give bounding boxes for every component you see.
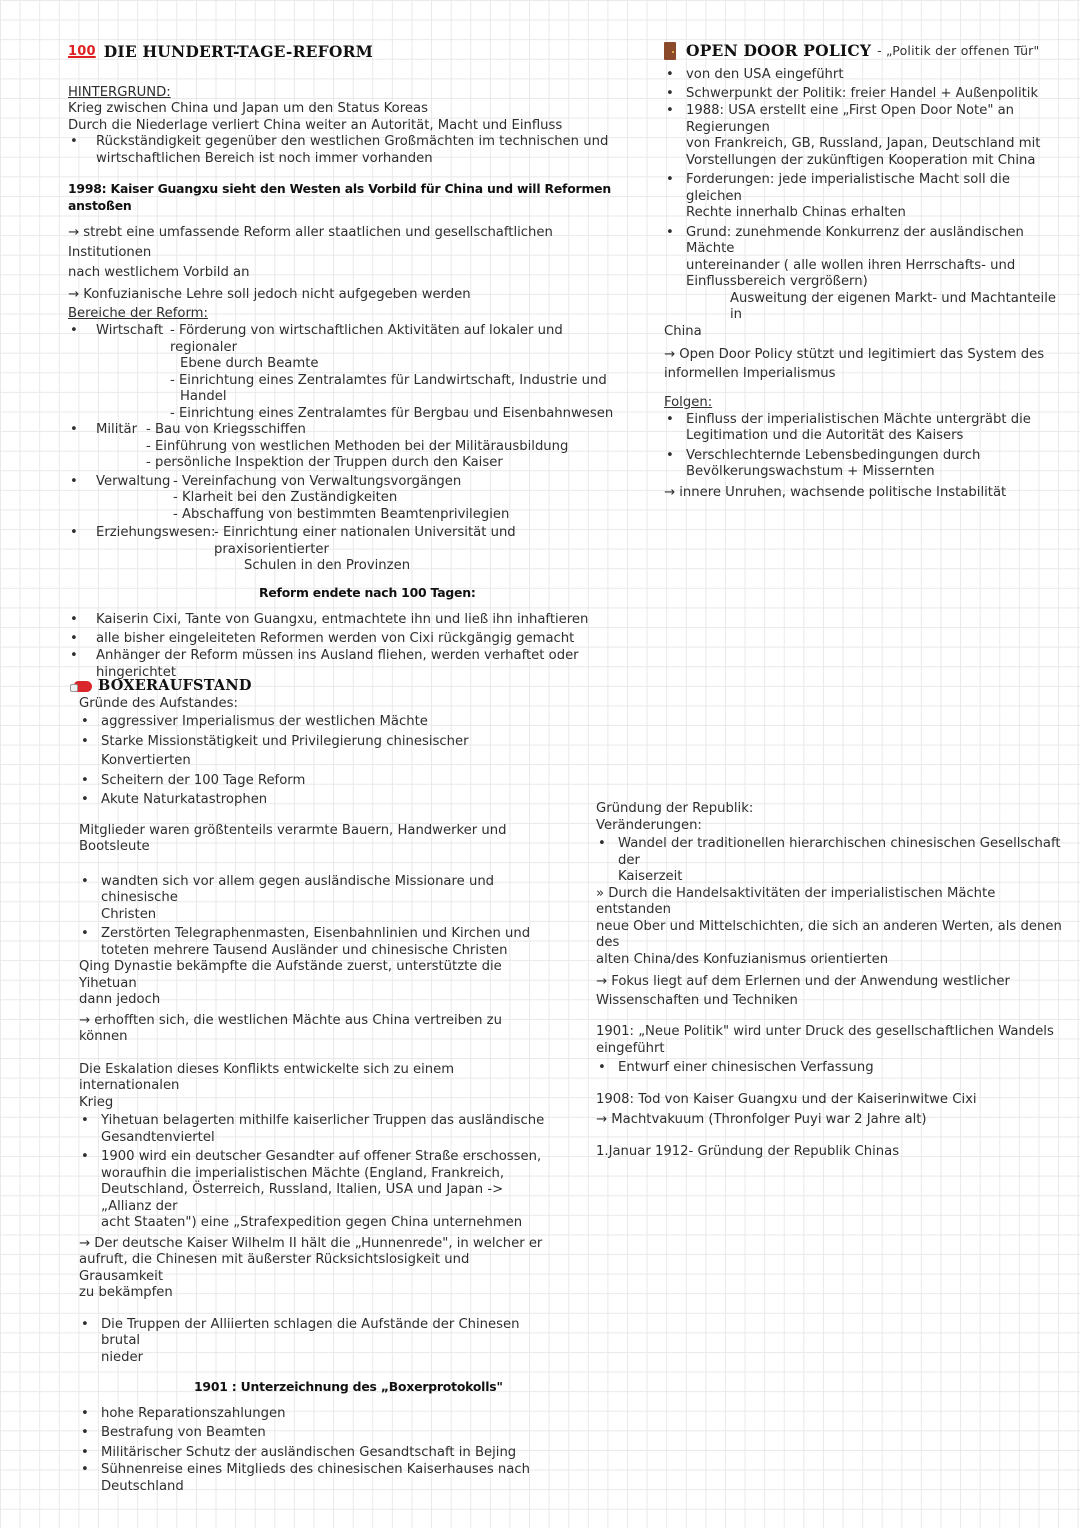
bullet-text: nieder	[101, 1349, 144, 1365]
boxer-title-row	[74, 678, 554, 695]
arrow-line: nach westlichem Vorbild an	[68, 265, 250, 280]
reason-bullet: • Scheitern der 100 Tage Reform	[79, 771, 554, 791]
area-label: Erziehungswesen:	[96, 525, 216, 540]
bullet-text: Entwurf einer chinesischen Verfassung	[618, 1060, 874, 1075]
area-item: - Förderung von wirtschaftlichen Aktivitäten auf lokaler und regionaler	[170, 323, 563, 355]
qing-arrow: → erhofften sich, die westlichen Mächte aus China vertreiben zu können	[79, 1012, 502, 1044]
members-line: Bootsleute	[79, 839, 150, 854]
focus-line: Wissenschaften und Techniken	[596, 993, 798, 1008]
reason-bullet: • Starke Missionstätigkeit und Privilegierung chinesischer Konvertierten	[79, 732, 554, 771]
trade-line: » Durch die Handelsaktivitäten der imperialistischen Mächte entstanden	[596, 885, 996, 917]
bullet-text: wandten sich vor allem gegen ausländische Missionare und chinesische	[101, 873, 495, 905]
bullet-text: toteten mehrere Tausend Ausländer und chinesische Christen	[101, 942, 508, 958]
opendoor-title-row	[664, 42, 1064, 60]
end-bullet: • alle bisher eingeleiteten Reformen werden von Cixi rückgängig gemacht	[68, 629, 628, 648]
bullet-text: aggressiver Imperialismus der westlichen Mächte	[101, 714, 428, 729]
consequences-heading: Folgen:	[664, 395, 713, 410]
bullet-text: von Frankreich, GB, Russland, Japan, Deutschland mit	[686, 136, 1041, 151]
bullet-text: Kaiserin Cixi, Tante von Guangxu, entmachtete ihn und ließ ihn inhaftieren	[96, 612, 589, 627]
hunnen-line: → Der deutsche Kaiser Wilhelm II hält die „Hunnenrede", in welcher er	[79, 1235, 543, 1251]
bullet-text: Die Truppen der Alliierten schlagen die Aufstände der Chinesen brutal	[101, 1316, 520, 1348]
protocol-bullet: • Sühnenreise eines Mitglieds des chinesischen Kaiserhauses nach Deutschland	[79, 1462, 554, 1495]
protocol-bullet: • Militärischer Schutz der ausländischen Gesandtschaft in Bejing	[79, 1443, 554, 1463]
opendoor-arrow: informellen Imperialismus	[664, 366, 836, 381]
bullet-text: Christen	[101, 906, 157, 922]
vacuum-line: → Machtvakuum (Thronfolger Puyi war 2 Jahre alt)	[596, 1112, 927, 1127]
bullet-text: untereinander ( alle wollen ihren Herrschafts- und	[686, 257, 1016, 273]
area-label: Militär	[96, 422, 138, 437]
bullet-text: Vorstellungen der zukünftigen Kooperation mit China	[686, 152, 1036, 168]
bullet-text: Verschlechternde Lebensbedingungen durch	[686, 447, 981, 463]
republic-section	[596, 801, 1066, 1160]
consequence-bullet: • Verschlechternde Lebensbedingungen durch Bevölkerungswachstum + Missernten	[664, 448, 1064, 481]
arrow-line: → Konfuzianische Lehre soll jedoch nicht aufgegeben werden	[68, 287, 471, 302]
action-bullet: • Zerstörten Telegraphenmasten, Eisenbahnlinien und Kirchen und toteten mehrere Tausend Ausländer und chinesische Christen	[79, 926, 554, 959]
protocol-heading: 1901 : Unterzeichnung des „Boxerprotokolls"	[194, 1379, 503, 1394]
allies-bullet: • Die Truppen der Alliierten schlagen die Aufstände der Chinesen brutal nieder	[79, 1317, 554, 1367]
areas-heading: Bereiche der Reform:	[68, 306, 208, 321]
background-bullet: • Rückständigkeit gegenüber den westlichen Großmächten im technischen und wirtschaftlichen Bereich ist noch immer vorhanden	[68, 134, 628, 167]
background-heading: HINTERGRUND:	[68, 84, 171, 100]
bullet-text: Rechte innerhalb Chinas erhalten	[686, 205, 906, 220]
bullet-text: Anhänger der Reform müssen ins Ausland fliehen, werden verhaftet oder	[96, 648, 579, 663]
bullet-text: Grund: zunehmende Konkurrenz der ausländischen Mächte	[686, 224, 1024, 256]
area-item: - Einführung von westlichen Methoden bei der Militärausbildung	[146, 438, 569, 454]
hunnen-line: aufruft, die Chinesen mit äußerster Rücksichtslosigkeit und Grausamkeit	[79, 1252, 470, 1284]
opendoor-subtitle: - „Politik der offenen Tür"	[877, 42, 1040, 58]
boxer-section	[74, 678, 554, 1495]
changes-heading: Veränderungen:	[596, 817, 702, 833]
protocol-bullet: • hohe Reparationszahlungen	[79, 1404, 554, 1424]
politik-line: eingeführt	[596, 1040, 665, 1056]
door-icon	[664, 42, 676, 60]
extension-line: Ausweitung der eigenen Markt- und Machtanteile in	[730, 290, 1056, 322]
politik-line: 1901: „Neue Politik" wird unter Druck des gesellschaftlichen Wandels	[596, 1024, 1054, 1039]
republic-bullet: • Wandel der traditionellen hierarchischen chinesischen Gesellschaft der Kaiserzeit	[596, 836, 1066, 886]
bullet-text: Einflussbereich vergrößern)	[686, 274, 868, 289]
republic-heading: Gründung der Republik:	[596, 801, 754, 816]
action-bullet: • wandten sich vor allem gegen ausländische Missionare und chinesische Christen	[79, 874, 554, 924]
bullet-text: woraufhin die imperialistischen Mächte (England, Frankreich,	[101, 1165, 505, 1181]
consequence-arrow: → innere Unruhen, wachsende politische Instabilität	[664, 484, 1007, 500]
death-line: 1908: Tod von Kaiser Guangxu und der Kaiserinwitwe Cixi	[596, 1091, 977, 1107]
area-wirtschaft: • Wirtschaft - Förderung von wirtschaftlichen Aktivitäten auf lokaler und regionaler Ebene durch Beamte - Einrichtung eines Zentralamtes für Landwirtschaft, Industrie und Handel - Einrichtung eines Zentralamtes für Bergbau und Eisenbahnwesen	[68, 323, 628, 422]
area-item: Handel	[180, 389, 227, 404]
area-item: - Einrichtung eines Zentralamtes für Landwirtschaft, Industrie und	[170, 372, 607, 388]
escalation-line: Krieg	[79, 1094, 114, 1110]
escalation-line: Die Eskalation dieses Konflikts entwickelte sich zu einem internationalen	[79, 1061, 455, 1093]
area-item: - persönliche Inspektion der Truppen durch den Kaiser	[146, 455, 503, 470]
bullet-text: von den USA eingeführt	[686, 67, 844, 82]
area-item: Ebene durch Beamte	[180, 356, 319, 371]
bullet-text: Deutschland	[101, 1478, 184, 1494]
opendoor-bullet: • 1988: USA erstellt eine „First Open Door Note" an Regierungen von Frankreich, GB, Russland, Japan, Deutschland mit Vorstellungen der zukünftigen Kooperation mit China	[664, 103, 1064, 169]
area-item: - Einrichtung einer nationalen Universität und praxisorientierter	[214, 525, 516, 557]
bullet-text: Scheitern der 100 Tage Reform	[101, 772, 306, 788]
bullet-text: wirtschaftlichen Bereich ist noch immer vorhanden	[96, 150, 433, 166]
arrow-line: → strebt eine umfassende Reform aller staatlichen und gesellschaftlichen Institutionen	[68, 225, 553, 260]
bullet-text: Wandel der traditionellen hierarchischen chinesischen Gesellschaft der	[618, 836, 1061, 868]
area-label: Wirtschaft	[96, 323, 164, 338]
bullet-text: Starke Missionstätigkeit und Privilegierung chinesischer Konvertierten	[101, 733, 469, 768]
area-item: - Vereinfachung von Verwaltungsvorgängen	[173, 473, 462, 489]
bullet-text: alle bisher eingeleiteten Reformen werden von Cixi rückgängig gemacht	[96, 631, 575, 646]
reason-bullet: • aggressiver Imperialismus der westlichen Mächte	[79, 712, 554, 732]
boxing-glove-icon	[74, 681, 92, 692]
bullet-text: 1900 wird ein deutscher Gesandter auf offener Straße erschossen,	[101, 1149, 542, 1164]
area-item: - Bau von Kriegsschiffen	[146, 422, 306, 437]
bullet-text: Zerstörten Telegraphenmasten, Eisenbahnlinien und Kirchen und	[101, 926, 531, 941]
qing-line: Qing Dynastie bekämpfte die Aufstände zuerst, unterstützte die Yihetuan	[79, 959, 502, 991]
area-item: Schulen in den Provinzen	[244, 558, 411, 573]
trade-line: neue Ober und Mittelschichten, die sich an anderen Werten, als denen des	[596, 918, 1062, 950]
war-bullet: • 1900 wird ein deutscher Gesandter auf offener Straße erschossen, woraufhin die imperialistischen Mächte (England, Frankreich, Deutschland, Österreich, Russland, Italien, USA und Japan -> „Allianz der acht Staaten") eine „Strafexpedition gegen China unternehmen	[79, 1149, 554, 1232]
extension-line: China	[664, 323, 702, 339]
trade-line: alten China/des Konfuzianismus orientierten	[596, 951, 889, 967]
background-line: Krieg zwischen China und Japan um den Status Koreas	[68, 101, 428, 116]
politik-bullet: • Entwurf einer chinesischen Verfassung	[596, 1060, 1066, 1077]
bullet-text: Akute Naturkatastrophen	[101, 792, 268, 807]
opendoor-title: OPEN DOOR POLICY	[686, 40, 872, 60]
reform-title-row	[68, 44, 628, 61]
members-line: Mitglieder waren größtenteils verarmte Bauern, Handwerker und	[79, 822, 507, 838]
bullet-text: Forderungen: jede imperialistische Macht soll die gleichen	[686, 172, 1010, 204]
bullet-text: Rückständigkeit gegenüber den westlichen Großmächten im technischen und	[96, 134, 609, 149]
hundred-points-icon: 100	[68, 44, 96, 59]
protocol-bullet: • Bestrafung von Beamten	[79, 1423, 554, 1443]
boxer-title: BOXERAUFSTAND	[98, 677, 252, 694]
end-bullet: • Kaiserin Cixi, Tante von Guangxu, entmachtete ihn und ließ ihn inhaftieren	[68, 610, 628, 629]
reform-end-heading: Reform endete nach 100 Tagen:	[259, 584, 476, 600]
opendoor-bullet: • Grund: zunehmende Konkurrenz der ausländischen Mächte untereinander ( alle wollen ihren Herrschafts- und Einflussbereich vergrößern)	[664, 225, 1064, 291]
bullet-text: Schwerpunkt der Politik: freier Handel + Außenpolitik	[686, 86, 1039, 101]
bullet-text: Militärischer Schutz der ausländischen Gesandtschaft in Bejing	[101, 1444, 517, 1460]
bullet-text: Kaiserzeit	[618, 869, 683, 884]
reasons-heading: Gründe des Aufstandes:	[79, 695, 238, 711]
year-1998-heading: 1998: Kaiser Guangxu sieht den Westen als Vorbild für China und will Reformen anstoßen	[68, 181, 611, 213]
qing-line: dann jedoch	[79, 992, 161, 1007]
end-bullet: • Anhänger der Reform müssen ins Ausland fliehen, werden verhaftet oder hingerichtet	[68, 648, 628, 681]
bullet-text: Einfluss der imperialistischen Mächte untergräbt die	[686, 411, 1031, 427]
reason-bullet: • Akute Naturkatastrophen	[79, 790, 554, 810]
opendoor-arrow: → Open Door Policy stützt und legitimiert das System des	[664, 347, 1045, 362]
reform-section	[68, 44, 628, 681]
bullet-text: hingerichtet	[96, 664, 177, 680]
bullet-text: Sühnenreise eines Mitglieds des chinesischen Kaiserhauses nach	[101, 1462, 530, 1477]
area-item: - Abschaffung von bestimmten Beamtenprivilegien	[173, 506, 510, 522]
opendoor-bullet: • Forderungen: jede imperialistische Macht soll die gleichen Rechte innerhalb Chinas erhalten	[664, 172, 1064, 222]
background-line: Durch die Niederlage verliert China weiter an Autorität, Macht und Einfluss	[68, 117, 563, 133]
focus-line: → Fokus liegt auf dem Erlernen und der Anwendung westlicher	[596, 974, 1010, 989]
bullet-text: 1988: USA erstellt eine „First Open Door Note" an Regierungen	[686, 103, 1015, 135]
bullet-text: acht Staaten") eine „Strafexpedition gegen China unternehmen	[101, 1215, 523, 1230]
area-item: - Klarheit bei den Zuständigkeiten	[173, 490, 398, 505]
opendoor-bullet: • von den USA eingeführt	[664, 65, 1064, 84]
area-item: - Einrichtung eines Zentralamtes für Bergbau und Eisenbahnwesen	[170, 405, 614, 421]
area-militaer: • Militär - Bau von Kriegsschiffen - Einführung von westlichen Methoden bei der Militärausbildung - persönliche Inspektion der Truppen durch den Kaiser	[68, 422, 628, 472]
bullet-text: Legitimation und die Autorität des Kaisers	[686, 428, 964, 443]
bullet-text: Gesandtenviertel	[101, 1129, 215, 1145]
bullet-text: Deutschland, Österreich, Russland, Italien, USA und Japan -> „Allianz der	[101, 1182, 504, 1214]
area-erziehung: • Erziehungswesen: - Einrichtung einer nationalen Universität und praxisorientierter Schulen in den Provinzen	[68, 525, 628, 575]
bullet-text: hohe Reparationszahlungen	[101, 1405, 286, 1421]
opendoor-section	[664, 42, 1064, 501]
opendoor-bullet: • Schwerpunkt der Politik: freier Handel + Außenpolitik	[664, 84, 1064, 103]
reform-title: DIE HUNDERT-TAGE-REFORM	[103, 42, 374, 61]
consequence-bullet: • Einfluss der imperialistischen Mächte untergräbt die Legitimation und die Autorität des Kaisers	[664, 412, 1064, 445]
bullet-text: Yihetuan belagerten mithilfe kaiserlicher Truppen das ausländische	[101, 1113, 545, 1128]
founding-line: 1.Januar 1912- Gründung der Republik Chinas	[596, 1143, 900, 1159]
hunnen-line: zu bekämpfen	[79, 1285, 173, 1300]
area-label: Verwaltung	[96, 473, 171, 489]
war-bullet: • Yihetuan belagerten mithilfe kaiserlicher Truppen das ausländische Gesandtenviertel	[79, 1113, 554, 1146]
bullet-text: Bevölkerungswachstum + Missernten	[686, 464, 935, 479]
bullet-text: Bestrafung von Beamten	[101, 1425, 266, 1440]
area-verwaltung: • Verwaltung - Vereinfachung von Verwaltungsvorgängen - Klarheit bei den Zuständigkeiten - Abschaffung von bestimmten Beamtenprivilegien	[68, 474, 628, 524]
